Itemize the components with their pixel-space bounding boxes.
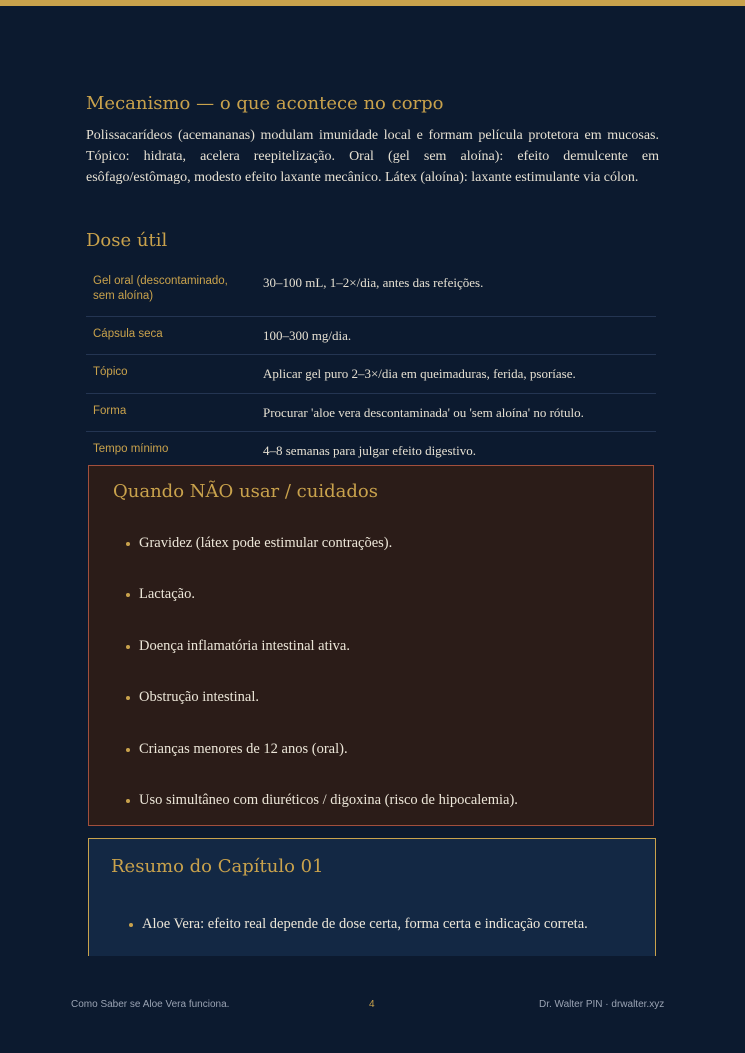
- page-number: 4: [369, 999, 375, 1010]
- dose-label: Tópico: [93, 366, 128, 378]
- table-row: [86, 317, 656, 355]
- dose-value: Procurar 'aloe vera descontaminada' ou 'sem aloína' no rótulo.: [263, 405, 584, 420]
- dose-value: Aplicar gel puro 2–3×/dia em queimaduras, ferida, psoríase.: [263, 366, 576, 381]
- dose-label: Gel oral (descontaminado, sem aloína): [93, 275, 228, 302]
- list-item: Obstrução intestinal.: [126, 688, 518, 739]
- table-row: [86, 355, 656, 394]
- dose-value: 4–8 semanas para julgar efeito digestivo.: [263, 443, 476, 458]
- summary-box: [88, 838, 656, 956]
- mechanism-paragraph: Polissacarídeos (acemananas) modulam imunidade local e formam película protetora em mucosas. Tópico: hidrata, acelera reepitelização. Oral (gel sem aloína): efeito demulcente em esôfago/estômago, modesto efeito laxante mecânico. Látex (aloína): laxante estimulante via cólon.: [86, 128, 659, 185]
- table-row: [86, 264, 656, 317]
- list-item: Crianças menores de 12 anos (oral).: [126, 740, 518, 791]
- warning-list: [126, 534, 518, 842]
- list-item: Gravidez (látex pode estimular contrações).: [126, 534, 518, 585]
- list-item: Aloe Vera: efeito real depende de dose certa, forma certa e indicação correta.: [129, 915, 588, 933]
- summary-heading: Resumo do Capítulo 01: [111, 856, 324, 877]
- table-row: [86, 432, 656, 468]
- list-item: Doença inflamatória intestinal ativa.: [126, 637, 518, 688]
- summary-list: [129, 915, 588, 933]
- list-item: Lactação.: [126, 585, 518, 636]
- dose-value: 100–300 mg/dia.: [263, 328, 352, 343]
- dose-label: Tempo mínimo: [93, 443, 169, 455]
- warning-heading: Quando NÃO usar / cuidados: [113, 481, 378, 502]
- footer-left-text: Como Saber se Aloe Vera funciona.: [71, 999, 230, 1010]
- dose-value: 30–100 mL, 1–2×/dia, antes das refeições.: [263, 275, 484, 290]
- dose-label: Forma: [93, 405, 127, 417]
- dose-label: Cápsula seca: [93, 328, 163, 340]
- dose-heading: Dose útil: [86, 230, 168, 251]
- table-row: [86, 394, 656, 432]
- top-accent-bar: [0, 0, 745, 6]
- mechanism-heading: Mecanismo — o que acontece no corpo: [86, 93, 444, 114]
- list-item: Uso simultâneo com diuréticos / digoxina (risco de hipocalemia).: [126, 791, 518, 842]
- dose-table: [86, 264, 656, 468]
- footer-right-text: Dr. Walter PIN · drwalter.xyz: [539, 999, 665, 1010]
- warning-box: [88, 465, 654, 826]
